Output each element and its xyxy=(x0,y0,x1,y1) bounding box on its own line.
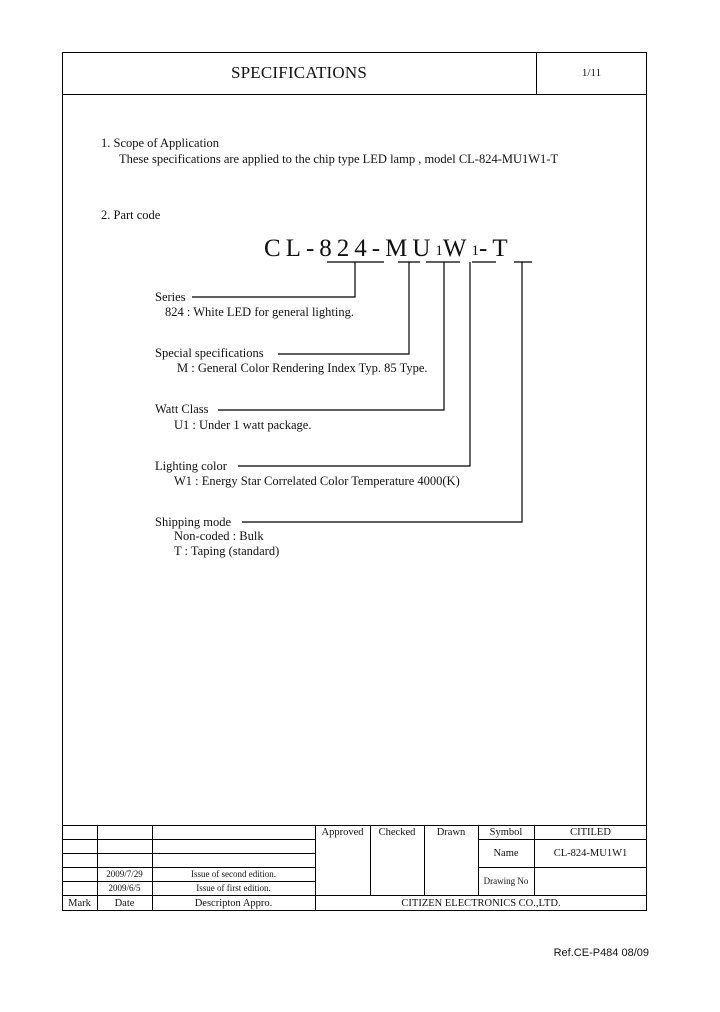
code-prefix: CL- xyxy=(264,235,320,262)
revision-date: 2009/7/29 xyxy=(106,869,143,879)
special-label: Special specifications xyxy=(155,346,264,360)
series-desc: 824 : White LED for general lighting. xyxy=(165,305,354,319)
revision-date: 2009/6/5 xyxy=(108,883,141,893)
shipping-label: Shipping mode xyxy=(155,515,232,529)
shipping-desc-taping: T : Taping (standard) xyxy=(174,544,280,558)
mark-header: Mark xyxy=(68,897,91,909)
description-header: Descripton Appro. xyxy=(194,897,273,909)
page-title: SPECIFICATIONS xyxy=(231,63,367,82)
reference-code: Ref.CE-P484 08/09 xyxy=(553,947,649,959)
revision-desc: Issue of first edition. xyxy=(196,883,271,893)
watt-label: Watt Class xyxy=(155,402,209,416)
lighting-label: Lighting color xyxy=(155,459,227,473)
code-dash: - xyxy=(479,235,493,262)
special-desc: M : General Color Rendering Index Typ. 85 Type. xyxy=(177,361,428,375)
approved-header: Approved xyxy=(321,826,364,838)
part-code-heading: 2. Part code xyxy=(101,208,161,222)
code-watt: $U_1$ xyxy=(412,235,443,262)
name-value: CL-824-MU1W1 xyxy=(553,847,628,859)
code-series: 824 xyxy=(319,235,372,262)
name-label: Name xyxy=(493,847,519,859)
scope-heading: 1. Scope of Application xyxy=(101,136,220,150)
page-number: 1/11 xyxy=(581,67,602,79)
checked-header: Checked xyxy=(378,826,416,838)
scope-text: These specifications are applied to the chip type LED lamp , model CL-824-MU1W1-T xyxy=(119,152,559,166)
symbol-value: CITILED xyxy=(570,826,611,838)
drawing-no-label: Drawing No xyxy=(483,876,529,886)
code-ship: T xyxy=(492,235,513,262)
drawn-header: Drawn xyxy=(436,826,466,838)
watt-desc: U1 : Under 1 watt package. xyxy=(174,418,312,432)
date-header: Date xyxy=(114,897,135,909)
shipping-desc-bulk: Non-coded : Bulk xyxy=(174,529,264,543)
series-label: Series xyxy=(155,290,186,304)
lighting-desc: W1 : Energy Star Correlated Color Temperature 4000(K) xyxy=(174,474,460,488)
code-dash: - xyxy=(371,235,386,262)
company-name: CITIZEN ELECTRONICS CO.,LTD. xyxy=(401,897,561,909)
watt-leader xyxy=(218,262,444,410)
code-spec: M xyxy=(385,235,413,262)
series-leader xyxy=(192,262,355,297)
revision-desc: Issue of second edition. xyxy=(191,869,276,879)
code-color: $W_1$ xyxy=(442,235,480,262)
symbol-header: Symbol xyxy=(489,826,523,838)
